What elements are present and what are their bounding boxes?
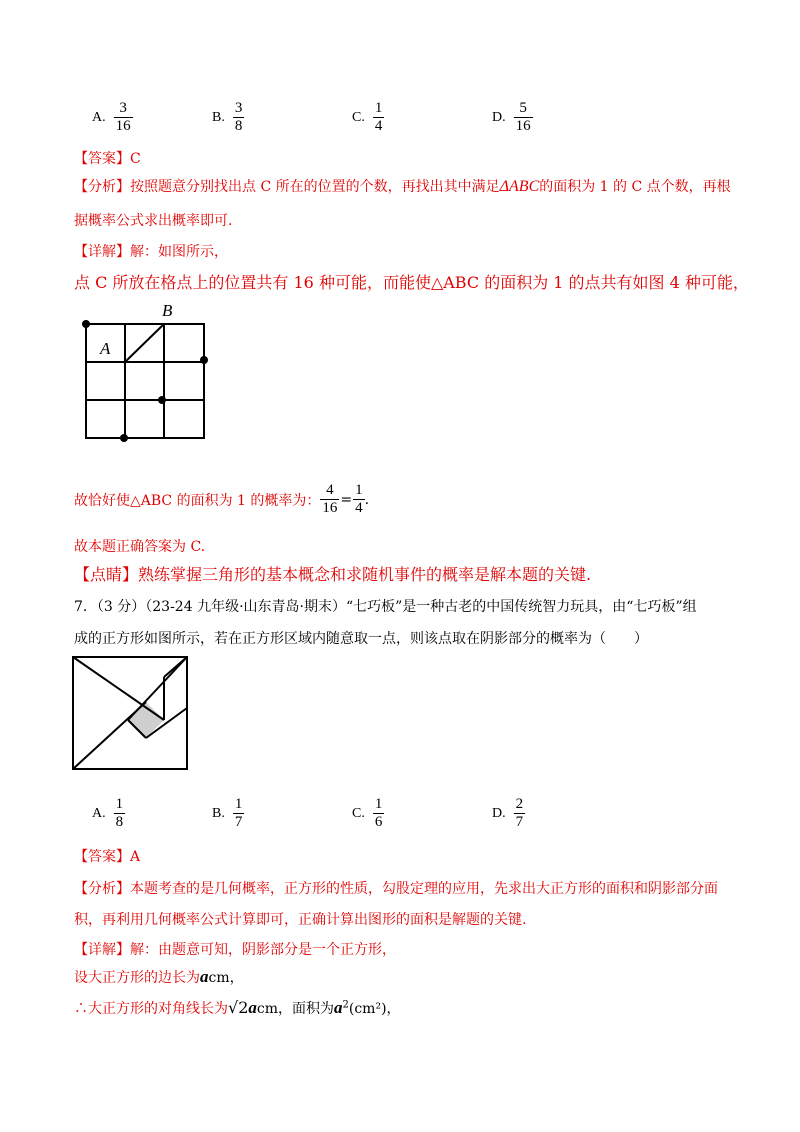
period: .: [364, 491, 370, 508]
variable-a: a: [200, 967, 209, 986]
analysis-tag: 【分析】: [74, 179, 130, 195]
fraction: [353, 482, 365, 517]
answer-tag: 【答案】: [74, 849, 130, 865]
numerator: 4: [326, 482, 334, 498]
fraction: [373, 100, 385, 135]
fraction: [320, 482, 339, 517]
option-label: A.: [92, 805, 106, 821]
q6-detail-line-2: 点 C 所放在格点上的位置共有 16 种可能，而能使△ABC 的面积为 1 的点共有如图 4 种可能，: [74, 273, 749, 292]
sqrt-two: √2: [228, 998, 249, 1017]
variable-a: a: [334, 998, 343, 1017]
detail-text: cm，面积为: [256, 1001, 334, 1017]
q6-detail-line-1: [74, 241, 228, 261]
fraction: [114, 100, 133, 135]
comma: ，: [386, 1001, 401, 1017]
q6-analysis-line-2: 据概率公式求出概率即可.: [74, 213, 233, 229]
detail-tag: 【详解】: [74, 942, 130, 958]
numerator: 1: [374, 100, 383, 116]
grid-figure: [76, 298, 216, 444]
tangram-line: [164, 657, 187, 677]
q7-analysis-line-1: [74, 878, 718, 898]
denominator: 6: [374, 814, 383, 830]
q6-option-d: [492, 100, 533, 135]
fraction: [514, 796, 526, 831]
point-tag: 【点睛】: [74, 565, 139, 584]
q7-detail-line-1: [74, 939, 396, 959]
tangram-line: [73, 657, 164, 720]
point-c-option: [158, 396, 166, 404]
analysis-text: 按照题意分别找出点 C 所在的位置的个数，再找出其中满足: [130, 179, 500, 195]
q6-answer-line: [74, 148, 141, 168]
option-label: C.: [352, 109, 365, 125]
point-c-option: [120, 434, 128, 442]
option-label: B.: [212, 805, 225, 821]
point-text: 熟练掌握三角形的基本概念和求随机事件的概率是解本题的关键.: [138, 565, 592, 584]
analysis-tag: 【分析】: [74, 881, 130, 897]
option-label: C.: [352, 805, 365, 821]
denominator: 7: [515, 814, 524, 830]
denominator: 8: [115, 814, 124, 830]
analysis-text: 本题考查的是几何概率，正方形的性质，勾股定理的应用，先求出大正方形的面积和阴影部分面: [130, 881, 718, 897]
answer-value: A: [130, 849, 141, 865]
denominator: 16: [515, 118, 531, 134]
denominator: 16: [322, 500, 338, 516]
segment-ab: [125, 324, 164, 362]
exponent: 2: [342, 999, 349, 1011]
variable-a: a: [248, 998, 257, 1017]
fraction: [233, 100, 245, 135]
label-b: B: [162, 301, 173, 320]
tangram-line: [73, 702, 146, 769]
fraction: [514, 100, 533, 135]
fraction: [114, 796, 126, 831]
q7-detail-line-2: [74, 967, 244, 987]
q6-option-c: [352, 100, 384, 135]
result-text: 故恰好使△ABC 的面积为 1 的概率为：: [74, 492, 321, 509]
option-label: A.: [92, 109, 106, 125]
triangle-abc-math: ΔABC: [499, 178, 540, 195]
unit-text: cm，: [208, 970, 244, 986]
equals-sign: =: [340, 491, 353, 508]
analysis-text: 的面积为 1 的 C 点个数，再根: [539, 179, 731, 195]
option-label: D.: [492, 109, 506, 125]
option-label: D.: [492, 805, 506, 821]
fraction: [373, 796, 385, 831]
q6-point-line: [74, 562, 591, 585]
q6-conclusion: 故本题正确答案为 C.: [74, 539, 206, 555]
numerator: 2: [515, 796, 524, 812]
q7-detail-line-3: [74, 998, 401, 1018]
q6-analysis-line-1: [74, 176, 731, 196]
numerator: 3: [119, 100, 127, 116]
denominator: 4: [355, 500, 363, 516]
numerator: 5: [519, 100, 527, 116]
q7-stem-line-2: 成的正方形如图所示，若在正方形区域内随意取一点，则该点取在阴影部分的概率为（ ）: [74, 631, 648, 647]
tangram-figure: [70, 654, 192, 772]
point-c-option: [82, 320, 90, 328]
detail-text: 解：如图所示，: [130, 244, 228, 260]
denominator: 7: [234, 814, 243, 830]
denominator: 4: [374, 118, 383, 134]
q6-option-a: [92, 100, 133, 135]
detail-text: ∴大正方形的对角线长为: [74, 1001, 228, 1017]
q7-option-b: [212, 796, 244, 831]
answer-value: C: [130, 151, 141, 167]
numerator: 1: [355, 482, 363, 498]
numerator: 1: [374, 796, 383, 812]
unit-text: (cm²): [348, 1001, 387, 1017]
point-c-option: [200, 356, 208, 364]
numerator: 1: [115, 796, 124, 812]
q7-stem-line-1: 7．（3 分）（23-24 九年级·山东青岛·期末）“七巧板”是一种古老的中国传统智力玩具，由“七巧板”组: [74, 599, 697, 615]
answer-tag: 【答案】: [74, 151, 130, 167]
detail-text: 设大正方形的边长为: [74, 970, 200, 986]
q7-analysis-line-2: 积，再利用几何概率公式计算即可，正确计算出图形的面积是解题的关键.: [74, 912, 527, 928]
fraction: [233, 796, 245, 831]
label-a: A: [100, 339, 111, 358]
q6-option-b: [212, 100, 244, 135]
q7-answer-line: [74, 846, 140, 866]
q7-option-d: [492, 796, 525, 831]
q7-option-a: [92, 796, 125, 831]
option-label: B.: [212, 109, 225, 125]
numerator: 1: [234, 796, 243, 812]
q6-result-line: [74, 482, 369, 517]
detail-text: 解：由题意可知，阴影部分是一个正方形，: [130, 942, 396, 958]
numerator: 3: [234, 100, 243, 116]
q7-option-c: [352, 796, 384, 831]
denominator: 16: [115, 118, 131, 134]
detail-tag: 【详解】: [74, 244, 130, 260]
denominator: 8: [234, 118, 243, 134]
